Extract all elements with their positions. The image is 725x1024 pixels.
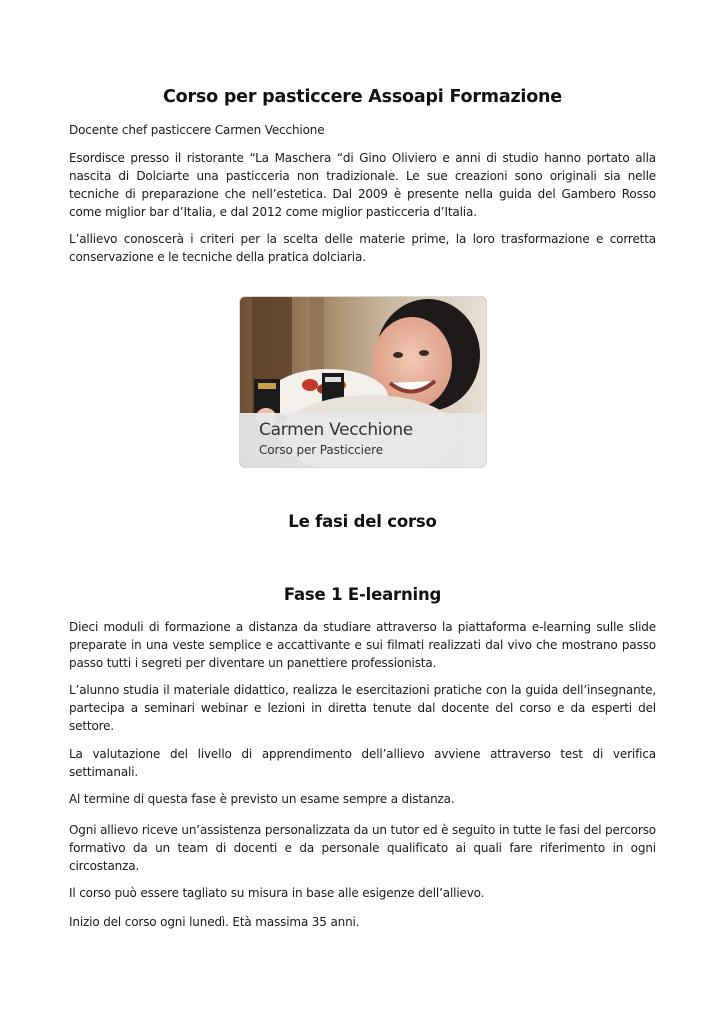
course-intro: L’allievo conoscerà i criteri per la scelta delle materie prime, la loro trasformazione e corretta conservazione e le tecniche della pratica dolciaria. — [69, 232, 656, 264]
photo-caption — [240, 413, 486, 467]
phase1-heading: Fase 1 E-learning — [283, 585, 442, 604]
phase1-paragraph-1: Dieci moduli di formazione a distanza da studiare attraverso la piattaforma e-learning sulle slide preparate in una veste semplice e accattivante e sui filmati realizzati dal vivo che mostrano passo passo tutti i segreti per diventare un panettiere professionista. — [69, 620, 656, 670]
teacher-bio: Esordisce presso il ristorante “La Maschera “di Gino Oliviero e anni di studio hanno portato alla nascita di Dolciarte una pasticceria non tradizionale. Le sue creazioni sono originali sia nelle tecniche di preparazione che nell’estetica. Dal 2009 è presente nella guida del Gambero Rosso come miglior bar d’Italia, e dal 2012 come miglior pasticceria d’Italia. — [69, 151, 656, 219]
teacher-line: Docente chef pasticcere Carmen Vecchione — [69, 123, 325, 137]
phase1-paragraph-7: Inizio del corso ogni lunedì. Età massima 35 anni. — [69, 915, 360, 929]
phase1-paragraph-6: Il corso può essere tagliato su misura in base alle esigenze dell’allievo. — [69, 886, 485, 900]
phase1-paragraph-4: Al termine di questa fase è previsto un esame sempre a distanza. — [69, 792, 455, 806]
caption-subtitle: Corso per Pasticciere — [259, 443, 384, 457]
phase1-paragraph-2: L’alunno studia il materiale didattico, realizza le esercitazioni pratiche con la guida dell’insegnante, partecipa a seminari webinar e lezioni in diretta tenute dal docente del corso e da esperti del settore. — [69, 683, 656, 733]
teacher-photo — [239, 296, 487, 468]
phases-heading: Le fasi del corso — [288, 512, 437, 531]
document-title: Corso per pasticcere Assoapi Formazione — [163, 87, 562, 107]
phase1-paragraph-5: Ogni allievo riceve un’assistenza personalizzata da un tutor ed è seguito in tutte le fasi del percorso formativo da un team di docenti e da personale qualificato ai quali fare riferimento in ogni circostanza. — [69, 823, 656, 873]
phase1-paragraph-3: La valutazione del livello di apprendimento dell’allievo avviene attraverso test di verifica settimanali. — [69, 747, 656, 779]
caption-name: Carmen Vecchione — [259, 420, 413, 440]
